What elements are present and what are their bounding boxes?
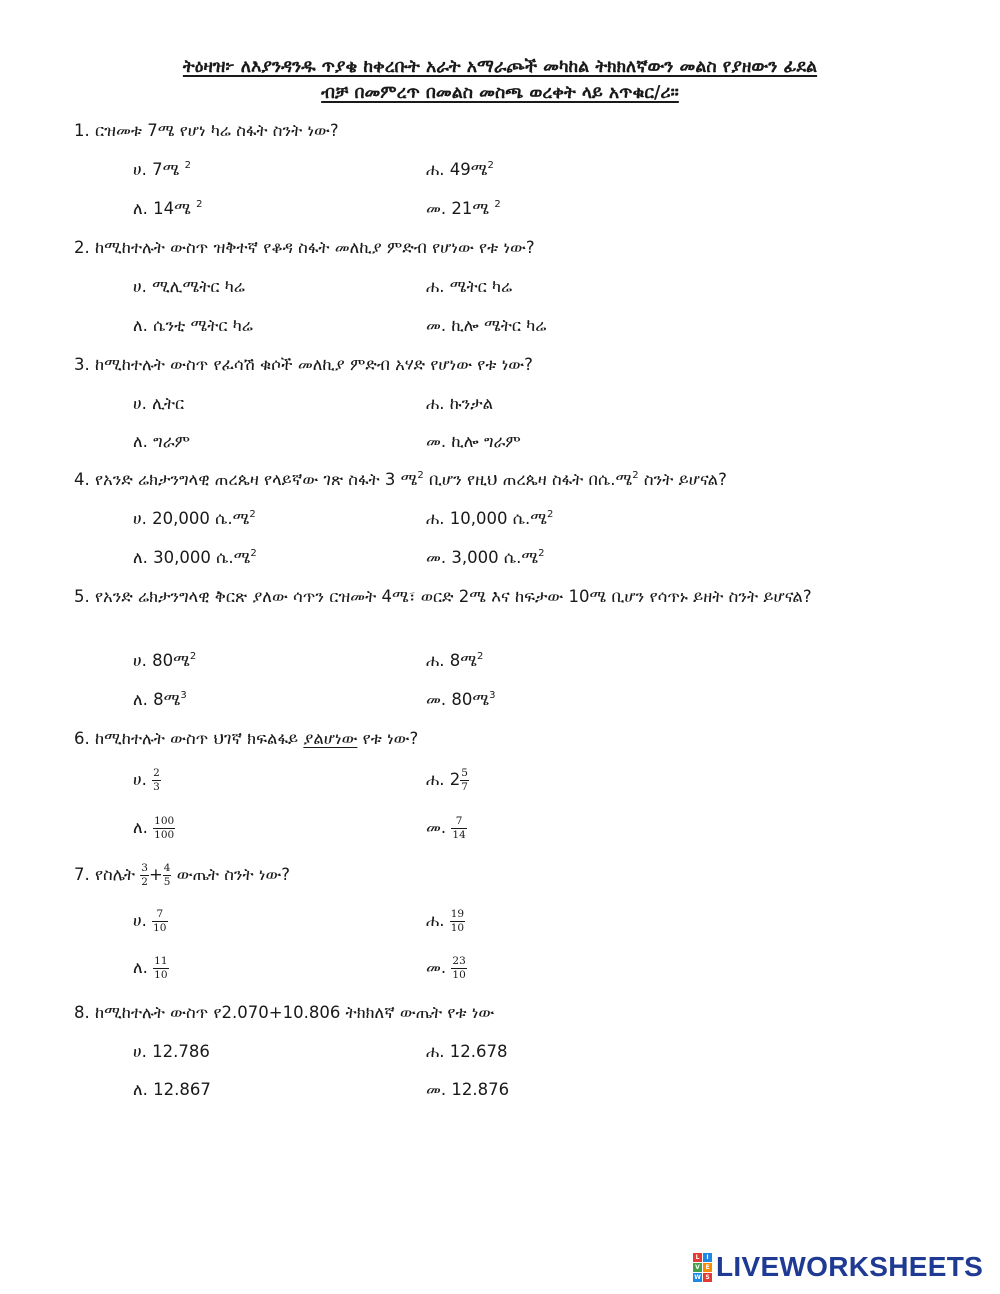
option-2-a[interactable]: ሀ. ሚሊሜትር ካሬ <box>133 277 245 296</box>
option-5-a[interactable]: ሀ. 80ሜ$^2$ <box>133 651 197 670</box>
option-2-c[interactable]: ሐ. ሜትር ካሬ <box>426 277 513 296</box>
option-6-d[interactable]: መ. $\frac{7}{14}$ <box>426 815 466 841</box>
logo-block: I <box>703 1253 712 1262</box>
option-6-c[interactable]: ሐ. 2 $\frac{5}{7}$ <box>426 767 468 793</box>
option-6-b[interactable]: ለ. $\frac{100}{100}$ <box>133 815 175 841</box>
fraction: $\frac{100}{100}$ <box>154 815 175 841</box>
logo-blocks-icon <box>693 1253 712 1282</box>
question-6: 6. ከሚከተሉት ውስጥ ህገኛ ክፍልፋይ ያልሆነው የቱ ነው? <box>74 729 419 748</box>
logo-block: V <box>693 1263 702 1272</box>
fraction: $\frac{7}{10}$ <box>153 908 167 934</box>
option-3-b[interactable]: ለ. ግራም <box>133 432 191 451</box>
logo-block: L <box>693 1253 702 1262</box>
logo-block: E <box>703 1263 712 1272</box>
question-5: 5. የአንድ ሬክታንግላዊ ቅርጽ ያለው ሳጥን ርዝመት 4ሜ፣ ወርድ 2ሜ እና ከፍታው 10ሜ ቢሆን የሳጥኑ ይዘት ስንት ይሆናል? <box>74 587 812 606</box>
option-4-c[interactable]: ሐ. 10,000 ሴ.ሜ$^2$ <box>426 509 554 528</box>
option-6-a[interactable]: ሀ. $\frac{2}{3}$ <box>133 767 160 793</box>
instruction-line-1: ትዕዛዝ፦ ለእያንዳንዱ ጥያቄ ከቀረቡት አራት አማራጮች መካከል ትክክለኛውን መልስ የያዘውን ፊደል <box>182 57 818 77</box>
fraction: $\frac{7}{14}$ <box>452 815 466 841</box>
question-8: 8. ከሚከተሉት ውስጥ የ2.070+10.806 ትክክለኛ ውጤት የቱ ነው <box>74 1003 495 1022</box>
option-1-a[interactable]: ሀ. 7ሜ $^2$ <box>133 160 191 179</box>
fraction: $\frac{11}{10}$ <box>154 955 168 981</box>
option-7-b[interactable]: ለ. $\frac{11}{10}$ <box>133 955 168 981</box>
fraction: $\frac{3}{2}$ <box>141 862 148 888</box>
fraction: $\frac{5}{7}$ <box>461 767 468 793</box>
option-4-a[interactable]: ሀ. 20,000 ሴ.ሜ$^2$ <box>133 509 256 528</box>
option-4-b[interactable]: ለ. 30,000 ሴ.ሜ$^2$ <box>133 548 257 567</box>
fraction: $\frac{2}{3}$ <box>153 767 160 793</box>
option-8-d[interactable]: መ. 12.876 <box>426 1080 510 1099</box>
option-8-a[interactable]: ሀ. 12.786 <box>133 1042 210 1061</box>
question-7: 7. የስሌት $\frac{3}{2}$ + $\frac{4}{5}$ ውጤት ስንት ነው? <box>74 862 291 888</box>
fraction: $\frac{23}{10}$ <box>452 955 466 981</box>
liveworksheets-logo <box>693 1251 983 1283</box>
fraction: $\frac{4}{5}$ <box>163 862 171 888</box>
logo-text: LIVEWORKSHEETS <box>716 1251 984 1282</box>
question-2: 2. ከሚከተሉት ውስጥ ዝቅተኛ የቆዳ ስፋት መለኪያ ምድብ የሆነው የቱ ነው? <box>74 238 535 257</box>
option-7-a[interactable]: ሀ. $\frac{7}{10}$ <box>133 908 167 934</box>
option-8-c[interactable]: ሐ. 12.678 <box>426 1042 508 1061</box>
instruction-line-2: ብቻ በመምረጥ በመልስ መስጫ ወረቀት ላይ አጥቁር/ሪ። <box>321 83 679 103</box>
option-8-b[interactable]: ለ. 12.867 <box>133 1080 211 1099</box>
option-1-d[interactable]: መ. 21ሜ $^2$ <box>426 199 501 218</box>
logo-block: S <box>703 1273 712 1282</box>
option-3-a[interactable]: ሀ. ሊትር <box>133 394 185 413</box>
option-5-c[interactable]: ሐ. 8ሜ$^2$ <box>426 651 484 670</box>
option-7-d[interactable]: መ. $\frac{23}{10}$ <box>426 955 466 981</box>
fraction: $\frac{19}{10}$ <box>450 908 465 934</box>
option-1-c[interactable]: ሐ. 49ሜ$^2$ <box>426 160 494 179</box>
question-3: 3. ከሚከተሉት ውስጥ የፈሳሽ ቁሶች መለኪያ ምድብ አሃድ የሆነው የቱ ነው? <box>74 355 533 374</box>
option-3-d[interactable]: መ. ኪሎ ግራም <box>426 432 521 451</box>
option-3-c[interactable]: ሐ. ኩንታል <box>426 394 494 413</box>
logo-block: W <box>694 1273 701 1281</box>
option-5-b[interactable]: ለ. 8ሜ$^3$ <box>133 690 187 709</box>
negation-underline: ያልሆነው <box>303 729 358 748</box>
option-5-d[interactable]: መ. 80ሜ$^3$ <box>426 690 496 709</box>
option-2-b[interactable]: ለ. ሴንቲ ሜትር ካሬ <box>133 316 253 335</box>
option-2-d[interactable]: መ. ኪሎ ሜትር ካሬ <box>426 316 547 335</box>
option-7-c[interactable]: ሐ. $\frac{19}{10}$ <box>426 908 465 934</box>
option-4-d[interactable]: መ. 3,000 ሴ.ሜ$^2$ <box>426 548 545 567</box>
question-1: 1. ርዝመቱ 7ሜ የሆነ ካሬ ስፋት ስንት ነው? <box>74 121 339 140</box>
question-4: 4. የአንድ ሬክታንግላዊ ጠረጴዛ የላይኛው ገጽ ስፋት 3 ሜ$^2$ ቢሆን የዚህ ጠረጴዛ ስፋት በሴ.ሜ$^2$ ስንት ይሆናል? <box>74 470 727 489</box>
option-1-b[interactable]: ለ. 14ሜ $^2$ <box>133 199 203 218</box>
